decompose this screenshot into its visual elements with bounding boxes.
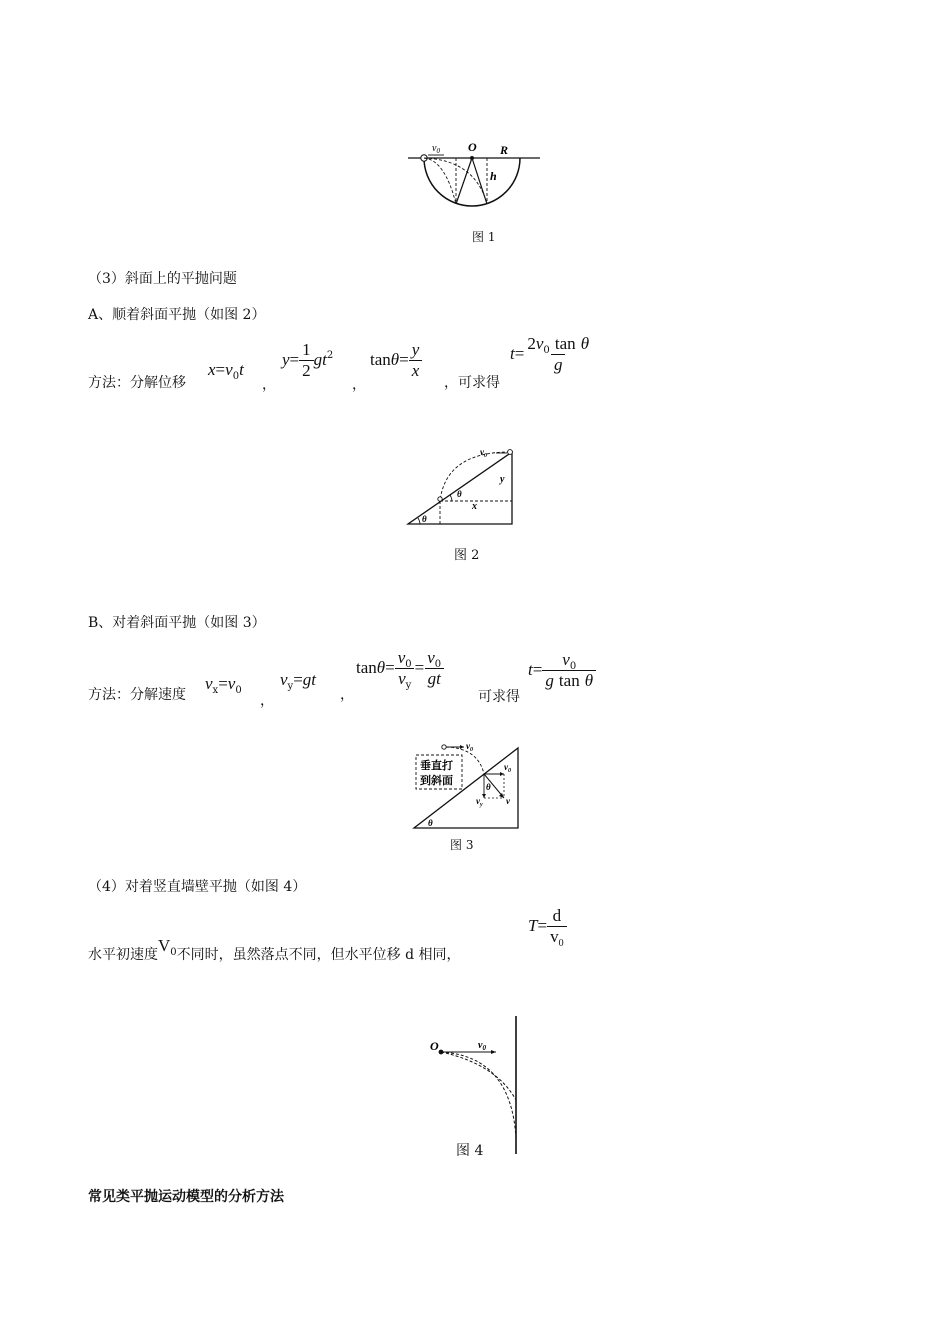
fig3-label-v: v xyxy=(506,796,510,806)
eq-T-wall: T= $\frac{d}{v_0}$ xyxy=(528,906,567,947)
fig1-label-o: O xyxy=(468,140,477,154)
figure-3-diagram xyxy=(408,738,524,832)
fig4-label-v0: $v_0$ xyxy=(478,1040,486,1052)
eq-t-result-b: t= $\frac{v_0}{\text{g tan θ}}$ xyxy=(528,650,596,691)
fig3-label-theta-mid: θ xyxy=(486,782,491,792)
sep-a2: ， xyxy=(352,377,366,393)
section-4-text: 水平初速度$V_0$不同时，虽然落点不同，但水平位移 d 相同， xyxy=(88,936,461,963)
fig4-label-o: O xyxy=(430,1039,439,1053)
section-3-heading: （3）斜面上的平抛问题 xyxy=(88,271,237,287)
sep-a1: ， xyxy=(262,377,276,393)
part-b-title: B、对着斜面平抛（如图 3） xyxy=(88,615,266,631)
sep-b2: ， xyxy=(340,687,354,703)
footer-heading: 常见类平抛运动模型的分析方法 xyxy=(88,1189,284,1205)
figure-1-diagram xyxy=(400,138,550,216)
fig3-label-v0-right: $v_0$ xyxy=(504,762,511,774)
figure-4-caption: 图 4 xyxy=(456,1143,484,1159)
sep-a3: ，可求得 xyxy=(444,375,500,391)
fig1-label-v0: $v_0$ xyxy=(432,143,440,155)
sep-b1: ， xyxy=(260,693,274,709)
fig1-label-r: R xyxy=(500,143,509,157)
eq-y-displacement: y= $\frac{1}{2}$ $gt^2$ xyxy=(282,340,334,380)
fig3-box-line2: 到斜面 xyxy=(420,775,453,787)
eq-t-result-a: t= $\frac{2v_0 \tan \theta}{g}$ xyxy=(510,334,590,374)
eq-vx: $v_x=v_0$ xyxy=(205,674,242,696)
fig3-box-line1: 垂直打 xyxy=(420,760,453,772)
figure-3-caption: 图 3 xyxy=(450,838,474,852)
fig2-label-theta-bottom: θ xyxy=(422,514,427,524)
figure-4-diagram xyxy=(426,1014,526,1156)
eq-tan-displacement: tanθ= $\frac{y}{x}$ xyxy=(370,340,422,381)
eq-x-displacement: $x=v_0t$ xyxy=(208,360,244,382)
fig2-label-v0: $v_0$ xyxy=(480,447,487,459)
fig3-label-v0-top: $v_0$ xyxy=(466,741,473,753)
fig3-label-theta-bottom: θ xyxy=(428,818,433,828)
part-b-method-label: 方法：分解速度 xyxy=(88,687,186,703)
eq-vy: $v_y=gt$ xyxy=(280,670,317,692)
part-a-method-label: 方法：分解位移 xyxy=(88,375,186,391)
eq-tan-velocity: tanθ= $\frac{v_0}{v_y}$ = $\frac{v_0}{gt}$ xyxy=(356,648,444,689)
fig1-label-h: h xyxy=(490,169,497,183)
figure-2-caption: 图 2 xyxy=(454,548,480,563)
fig2-label-theta-top: θ xyxy=(457,489,462,499)
fig3-label-vy: $v_y$ xyxy=(476,796,483,808)
figure-2-diagram xyxy=(402,444,518,526)
fig2-label-x: x xyxy=(472,501,477,512)
figure-1-caption: 图 1 xyxy=(472,230,496,244)
sep-b3: 可求得 xyxy=(478,689,520,705)
fig2-label-y: y xyxy=(500,474,505,485)
section-4-heading: （4）对着竖直墙壁平抛（如图 4） xyxy=(88,879,307,895)
part-a-title: A、顺着斜面平抛（如图 2） xyxy=(88,307,266,323)
